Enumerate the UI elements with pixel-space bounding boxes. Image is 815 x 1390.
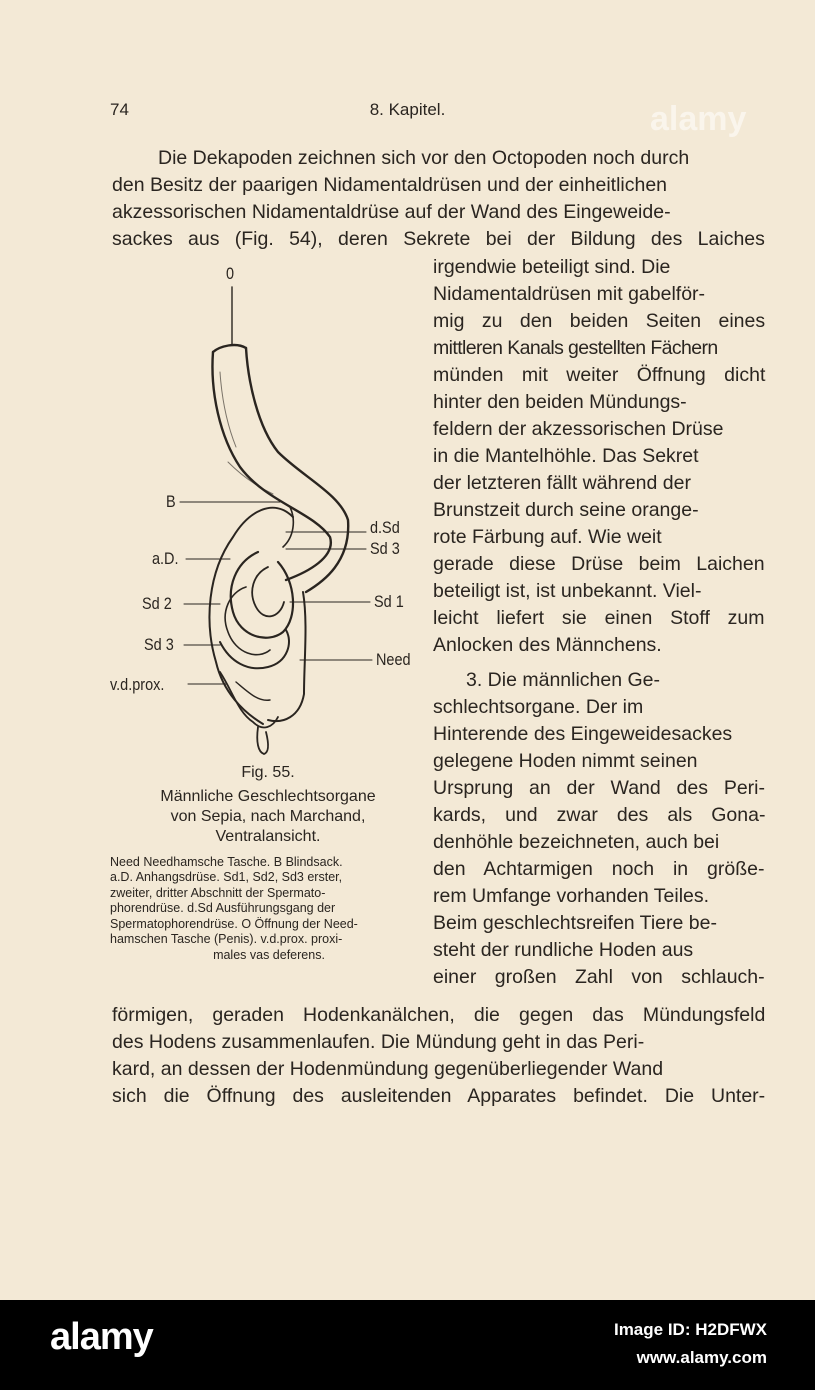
figure-legend-line: Spermatophorendrüse. O Öffnung der Need- — [110, 917, 358, 931]
label-sd3-right: Sd 3 — [370, 539, 400, 558]
text-line-bottom-3: sich die Öffnung des ausleitenden Apparates befindet. Die Unter- — [112, 1085, 766, 1107]
text-line-right: gelegene Hoden nimmt seinen — [433, 750, 698, 772]
text-line-right: irgendwie beteiligt sind. Die — [433, 256, 671, 278]
label-sd2: Sd 2 — [142, 594, 172, 613]
section-heading-line: schlechtsorgane. Der im — [433, 696, 644, 718]
text-line-top-1: den Besitz der paarigen Nidamentaldrüsen und der einheitlichen — [112, 174, 668, 196]
text-line-right: mittleren Kanals gestellten Fächern — [433, 337, 718, 359]
text-line-right: in die Mantelhöhle. Das Sekret — [433, 445, 699, 467]
figure-caption-line: Männliche Geschlechtsorgane — [160, 788, 376, 805]
text-line-right: Ursprung an der Wand des Peri- — [433, 777, 765, 799]
text-line-right: denhöhle bezeichneten, auch bei — [433, 831, 720, 853]
label-b: B — [166, 492, 176, 511]
figure-caption-line: von Sepia, nach Marchand, — [170, 808, 366, 825]
figure-55 — [108, 262, 428, 767]
figure-legend-line: a.D. Anhangsdrüse. Sd1, Sd2, Sd3 erster, — [110, 870, 343, 884]
text-line-right: Beim geschlechtsreifen Tiere be- — [433, 912, 717, 934]
text-line-right: rote Färbung auf. Wie weit — [433, 526, 662, 548]
image-id: Image ID: H2DFWX — [613, 1320, 767, 1339]
chapter-heading: 8. Kapitel. — [369, 100, 446, 119]
watermark-bar — [0, 1300, 815, 1390]
text-line-right: kards, und zwar des als Gona- — [433, 804, 766, 826]
text-line-top-3: sackes aus (Fig. 54), deren Sekrete bei der Bildung des Laiches — [112, 228, 765, 250]
text-line-right: Anlocken des Männchens. — [433, 634, 662, 656]
text-line-top-0: Die Dekapoden zeichnen sich vor den Octopoden noch durch — [158, 147, 690, 169]
label-ad: a.D. — [152, 549, 179, 568]
figure-legend-line: hamschen Tasche (Penis). v.d.prox. proxi- — [110, 932, 343, 946]
text-line-right: Brunstzeit durch seine orange- — [433, 499, 699, 521]
label-sd1: Sd 1 — [374, 592, 404, 611]
text-line-right: den Achtarmigen noch in größe- — [433, 858, 765, 880]
label-sd3-left: Sd 3 — [144, 635, 174, 654]
alamy-logo: alamy — [50, 1316, 153, 1358]
label-dsd: d.Sd — [370, 518, 400, 537]
page-header — [0, 100, 815, 128]
figure-legend-line: phorendrüse. d.Sd Ausführungsgang der — [110, 901, 336, 915]
label-need: Need — [376, 650, 411, 669]
text-line-right: münden mit weiter Öffnung dicht — [433, 364, 766, 386]
text-line-right: einer großen Zahl von schlauch- — [433, 966, 765, 988]
label-vd-prox: v.d.prox. — [110, 675, 165, 694]
figure-caption-number: Fig. 55. — [241, 764, 295, 781]
text-line-right: rem Umfange vorhanden Teiles. — [433, 885, 710, 907]
text-line-top-2: akzessorischen Nidamentaldrüse auf der Wand des Eingeweide- — [112, 201, 671, 223]
text-line-bottom-1: des Hodens zusammenlaufen. Die Mündung geht in das Peri- — [112, 1031, 645, 1053]
text-line-right: gerade diese Drüse beim Laichen — [433, 553, 765, 575]
site-url: www.alamy.com — [636, 1348, 767, 1367]
watermark-logo: alamy — [650, 100, 747, 138]
figure-caption-line: Ventralansicht. — [215, 828, 321, 845]
text-line-right: Nidamentaldrüsen mit gabelför- — [433, 283, 706, 305]
text-line-right: mig zu den beiden Seiten eines — [433, 310, 766, 332]
text-line-right: der letzteren fällt während der — [433, 472, 691, 494]
text-line-right: hinter den beiden Mündungs- — [433, 391, 687, 413]
text-line-right: leicht liefert sie einen Stoff zum — [433, 607, 765, 629]
text-line-right: feldern der akzessorischen Drüse — [433, 418, 724, 440]
figure-legend-line: Need Needhamsche Tasche. B Blindsack. — [110, 855, 343, 869]
page-number: 74 — [110, 100, 129, 119]
figure-legend-line: zweiter, dritter Abschnitt der Spermato- — [110, 886, 326, 900]
section-heading-line: 3. Die männlichen Ge- — [466, 669, 661, 691]
label-o: 0 — [226, 264, 235, 283]
text-line-bottom-2: kard, an dessen der Hodenmündung gegenüberliegender Wand — [112, 1058, 664, 1080]
text-line-right: Hinterende des Eingeweidesackes — [433, 723, 733, 745]
text-line-right: beteiligt ist, ist unbekannt. Viel- — [433, 580, 702, 602]
figure-legend-line: males vas deferens. — [213, 948, 325, 962]
text-line-bottom-0: förmigen, geraden Hodenkanälchen, die gegen das Mündungsfeld — [112, 1004, 766, 1026]
text-line-right: steht der rundliche Hoden aus — [433, 939, 694, 961]
